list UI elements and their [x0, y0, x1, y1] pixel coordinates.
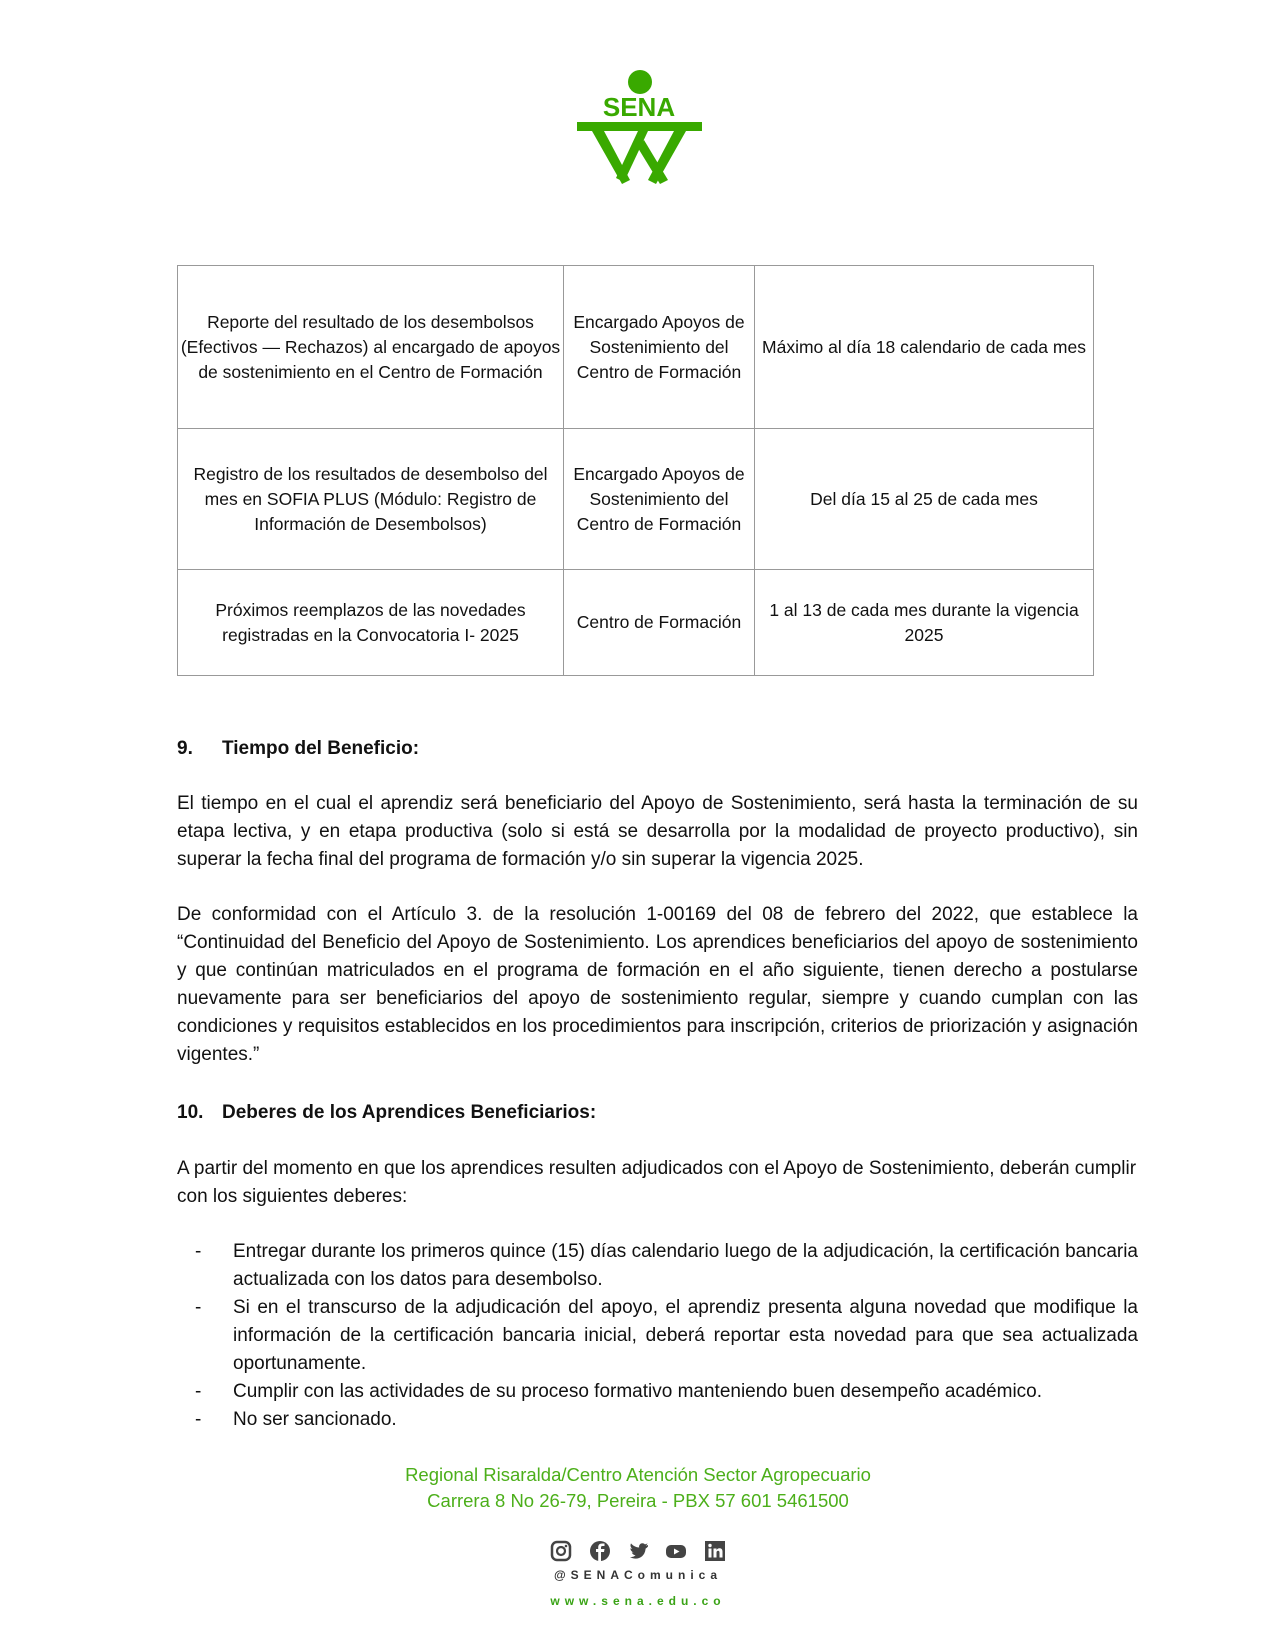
- section-number: 9.: [177, 738, 193, 759]
- duties-list: [177, 1238, 1138, 1434]
- list-item: [177, 1294, 1138, 1378]
- activity-cell: Reporte del resultado de los desembolsos (Efectivos — Rechazos) al encargado de apoyos de sostenimiento en el Centro de Formación: [178, 266, 564, 429]
- list-item-text: Cumplir con las actividades de su proceso formativo manteniendo buen desempeño académico.: [233, 1381, 1043, 1402]
- list-item: [177, 1238, 1138, 1294]
- list-item: [177, 1406, 1138, 1434]
- table-row: [178, 429, 1094, 570]
- section-title: Deberes de los Aprendices Beneficiarios:: [222, 1102, 597, 1123]
- footer-address: [0, 1462, 1276, 1514]
- bullet: -: [195, 1241, 202, 1262]
- section-title: Tiempo del Beneficio:: [222, 738, 420, 759]
- linkedin-icon[interactable]: [704, 1540, 726, 1562]
- bullet: -: [195, 1381, 202, 1402]
- youtube-icon[interactable]: [665, 1540, 687, 1562]
- website-link[interactable]: www.sena.edu.co: [550, 1594, 726, 1608]
- date-cell: Máximo al día 18 calendario de cada mes: [755, 266, 1094, 429]
- section-10-heading: [177, 1099, 1138, 1127]
- date-cell: 1 al 13 de cada mes durante la vigencia 2025: [755, 570, 1094, 676]
- bullet: -: [195, 1409, 202, 1430]
- social-handle: @SENAComunica: [553, 1568, 723, 1582]
- responsible-cell: Encargado Apoyos de Sostenimiento del Centro de Formación: [564, 266, 755, 429]
- list-item-text: No ser sancionado.: [233, 1409, 397, 1430]
- paragraph: A partir del momento en que los aprendices resulten adjudicados con el Apoyo de Sostenimiento, deberán cumplir con los siguientes deberes:: [177, 1158, 1137, 1207]
- footer-line: Carrera 8 No 26-79, Pereira - PBX 57 601 5461500: [427, 1490, 849, 1511]
- table-row: [178, 266, 1094, 429]
- date-cell: Del día 15 al 25 de cada mes: [755, 429, 1094, 570]
- schedule-table: [177, 265, 1094, 676]
- activity-cell: Próximos reemplazos de las novedades registradas en la Convocatoria I- 2025: [178, 570, 564, 676]
- footer-line: Regional Risaralda/Centro Atención Sector Agropecuario: [405, 1464, 871, 1485]
- list-item-text: Entregar durante los primeros quince (15) días calendario luego de la adjudicación, la certificación bancaria actualizada con los datos para desembolso.: [233, 1241, 1138, 1290]
- bullet: -: [195, 1297, 202, 1318]
- twitter-icon[interactable]: [627, 1540, 649, 1562]
- paragraph: El tiempo en el cual el aprendiz será beneficiario del Apoyo de Sostenimiento, será hasta la terminación de su etapa lectiva, y en etapa productiva (solo si está se desarrolla por la modalidad de proyecto productivo), sin superar la fecha final del programa de formación y/o sin superar la vigencia 2025.: [177, 793, 1138, 870]
- table-row: [178, 570, 1094, 676]
- activity-cell: Registro de los resultados de desembolso del mes en SOFIA PLUS (Módulo: Registro de Información de Desembolsos): [178, 429, 564, 570]
- responsible-cell: Centro de Formación: [564, 570, 755, 676]
- facebook-icon[interactable]: [589, 1540, 611, 1562]
- paragraph: De conformidad con el Artículo 3. de la resolución 1-00169 del 08 de febrero del 2022, que establece la “Continuidad del Beneficio del Apoyo de Sostenimiento. Los aprendices beneficiarios del apoyo de sostenimiento y que continúan matriculados en el programa de formación en el año siguiente, tienen derecho a postularse nuevamente para ser beneficiarios del apoyo de sostenimiento regular, siempre y cuando cumplan con las condiciones y requisitos establecidos en los procedimientos para inscripción, criterios de priorización y asignación vigentes.”: [177, 904, 1138, 1065]
- sena-logo: [574, 70, 704, 190]
- responsible-cell: Encargado Apoyos de Sostenimiento del Centro de Formación: [564, 429, 755, 570]
- list-item-text: Si en el transcurso de la adjudicación del apoyo, el aprendiz presenta alguna novedad que modifique la información de la certificación bancaria inicial, deberá reportar esta novedad para que sea actualizada oportunamente.: [233, 1297, 1138, 1374]
- section-number: 10.: [177, 1102, 204, 1123]
- list-item: [177, 1378, 1138, 1406]
- svg-text:SENA: SENA: [602, 92, 676, 122]
- social-icons: [0, 1540, 1276, 1567]
- section-9-heading: [177, 735, 1138, 763]
- instagram-icon[interactable]: [550, 1540, 572, 1562]
